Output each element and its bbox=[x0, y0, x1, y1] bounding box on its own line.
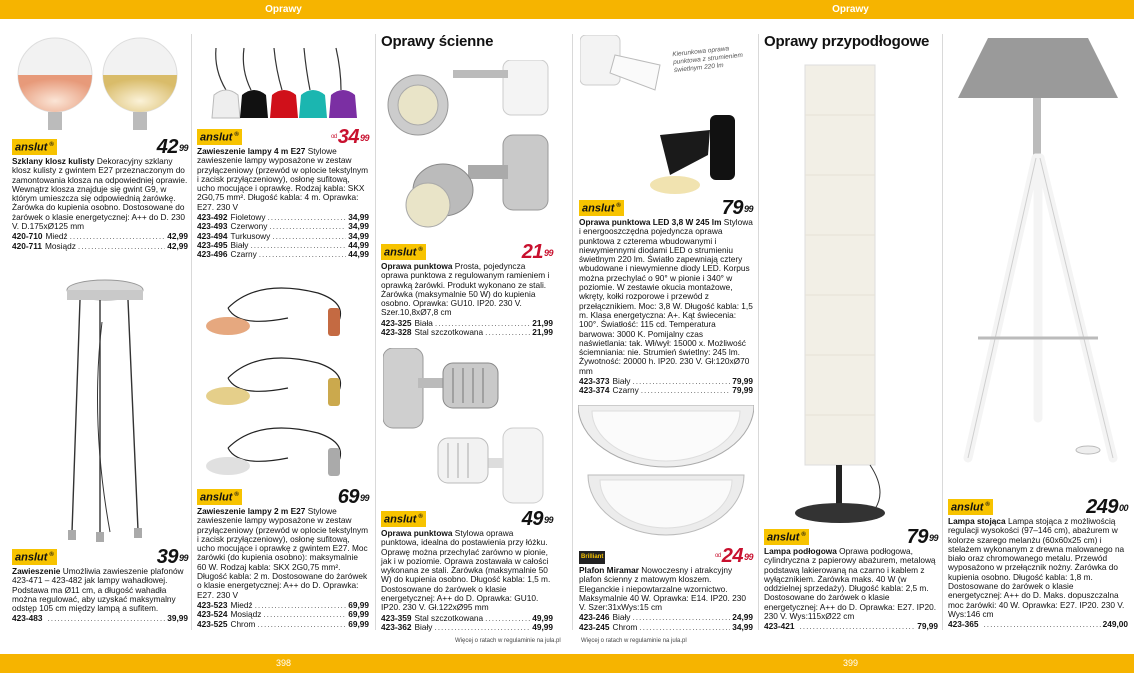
product-card bbox=[12, 138, 188, 251]
product-title: Zawieszenie lampy 4 m E27 bbox=[197, 146, 306, 156]
pendant-metals-image bbox=[198, 278, 368, 478]
price: $79^{99}$ bbox=[721, 197, 753, 219]
column-divider bbox=[572, 34, 573, 630]
brand-logo: anslut ® bbox=[381, 244, 426, 260]
variant-row: 423-373 Biały ..... 79,99 bbox=[579, 377, 753, 386]
brand-logo: anslut ® bbox=[948, 499, 993, 515]
brand-logo: anslut ® bbox=[579, 200, 624, 216]
product-description: Stylowa i energooszczędna pojedyncza oprawa punktowa z czterema wbudowanymi i niewymiennymi diodami LED o strumieniu świetlnym 220 lm. Światło zapewniają cztery wbudowane i niewymienne diody LED. Korpus można przechylać o 90° w pionie i 340° w poziomie. W zestawie okucia montażowe, wkręty, kołki rozporowe i przewód z przełącznikiem. Moc: 3,8 W. Długość kabla: 1,5 m. Klasa energetyczna: A+. Kąt świecenia: 100°. Światłość: 115 cd. Temperatura barwowa: 3000 K. Pomijalny czas naświetlania: tak. Wł/wył: 15000 x. Możliwość ściemniania: nie. Strumień świetlny: 245 lm. Żywotność: 20000 h. IP20. 230 V. Gł:120xØ70 mm bbox=[579, 217, 753, 376]
product-title: Szklany klosz kulisty bbox=[12, 156, 95, 166]
pendant-colors-image bbox=[196, 40, 371, 135]
page-footer-right bbox=[567, 654, 1134, 673]
variant-row: 420-710 Miedź ..... 42,99 bbox=[12, 232, 188, 241]
variant-row: 423-495 Biały ..... 44,99 bbox=[197, 241, 369, 250]
variant-row: 423-325 Biała ..... 21,99 bbox=[381, 319, 553, 328]
product-title: Zawieszenie lampy 2 m E27 bbox=[197, 506, 306, 516]
section-header-wall: Oprawy ścienne bbox=[381, 33, 494, 50]
product-title: Oprawa punktowa bbox=[381, 261, 453, 271]
brand-logo: anslut ® bbox=[12, 139, 57, 155]
price: $^{od}24^{99}$ bbox=[715, 545, 753, 567]
product-card bbox=[197, 128, 369, 260]
section-header-floor: Oprawy przypodłogowe bbox=[764, 33, 930, 50]
variant-row: 423-421 ..... 79,99 bbox=[764, 622, 938, 631]
brand-logo: anslut ® bbox=[764, 529, 809, 545]
brand-logo: anslut ® bbox=[197, 489, 242, 505]
product-card bbox=[764, 528, 938, 632]
installment-footnote: Więcej o ratach w regulaminie na jula.pl bbox=[581, 638, 687, 644]
product-description: Stylowe zawieszenie lampy wyposażone w zestaw przyłączeniowy (przewód w oplocie tekstylnym i zacisk przyłączeniowy), osłonę sufitową, ucho mocujące i oprawkę. Rodzaj kabla: SKX 2G0,75 mm². Długość kabla: 4 m. Oprawka: E27. 230 V bbox=[197, 146, 369, 212]
product-description: Stylowa oprawa punktowa, idealna do postawienia przy łóżku. Oprawę można przechylać zarówno w pionie, jak i w poziomie. Oprawa zostawała w całości wykonana ze stali. Żarówka (maksymalnie 50 W) do kupienia osobno. Długość kabla: 1,5 m. Dostosowane do żarówek o klasie energetycznej: A++ do D. Oprawka: GU10. IP20. 230 V. Gł.122xØ95 mm bbox=[381, 528, 551, 613]
product-description: Umożliwia zawieszenie plafonów 423-471 – 423-482 jak lampy wahadłowej. Podstawa ma Ø11 cm, a długość wahadła można regulować, aby uzyskać maksymalny odstęp 105 cm między lampą a sufitem. bbox=[12, 566, 184, 614]
column-divider bbox=[375, 34, 376, 630]
paper-floor-lamp-image bbox=[780, 55, 900, 527]
product-title: Lampa stojąca bbox=[948, 516, 1006, 526]
page-footer-left bbox=[0, 654, 567, 673]
page-section-bar-right bbox=[567, 0, 1134, 19]
product-description: Lampa stojąca z możliwością regulacji wysokości (97–146 cm), abażurem w kolorze szarego melanżu (60x60x25 cm) i stelażem wykonanym z drewna malowanego na biało oraz chromowanego metalu. Przewód wyposażono w przełącznik nożny. Żarówka do kupienia osobno. Długość kabla: 1,8 m. Dostosowane do żarówek o klasie energetycznej: A++ do D. Maks. dopuszczalna moc żarówki: 40 W. Oprawka: E27. IP20. 230 V. Wys:146 cm bbox=[948, 516, 1125, 619]
product-description: Stylowe zawieszenie lampy wyposażone w zestaw przyłączeniowy (przewód w oplocie tekstylnym i zacisk przyłączeniowy), osłonę sufitową, ucho mocujące i oprawkę z gwintem E27. Moc żarówki (do kupienia osobno): maksymalnie 60 W. Rodzaj kabla: SKX 2G0,75 mm². Długość kabla: 2 m. Dostosowane do żarówek o klasie energetycznej: A++ do D. Oprawka: E27. 230 V bbox=[197, 506, 369, 600]
price: $21^{99}$ bbox=[521, 241, 553, 263]
globe-bulbs-image bbox=[10, 30, 190, 140]
price: $39^{99}$ bbox=[156, 546, 188, 568]
variant-row: 423-483 ..... 39,99 bbox=[12, 614, 188, 623]
variant-row: 423-362 Biały ..... 49,99 bbox=[381, 623, 553, 632]
variant-row: 423-246 Biały ..... 24,99 bbox=[579, 613, 753, 622]
product-title: Zawieszenie bbox=[12, 566, 61, 576]
section-title: Oprawy bbox=[832, 4, 869, 15]
page-section-bar-left bbox=[0, 0, 567, 19]
steel-spots-image bbox=[383, 348, 553, 508]
brand-logo: anslut ® bbox=[12, 549, 57, 565]
miramar-plafon-image bbox=[578, 405, 754, 545]
section-title: Oprawy bbox=[265, 4, 302, 15]
product-description: Oprawa podłogowa, cylindryczna z papierowy abażurem, metalową podstawą lakierowaną na czarno i kablem z wyłącznikiem. Żarówka maks. 40 W (w oddzielnej sprzedaży). Długość kabla: 2,5 m. Dostosowane do żarówek o klasie energetycznej: A++ do D. Oprawka: E27. IP20. 230 V. Wys:115xØ22 cm bbox=[764, 546, 937, 622]
price: $^{od}34^{99}$ bbox=[331, 126, 369, 148]
handwritten-note: Kierunkowa oprawa punktowa z strumieniem świetlnym 220 lm bbox=[671, 45, 744, 75]
page-number: 399 bbox=[842, 658, 859, 668]
variant-row: 423-245 Chrom ..... 34,99 bbox=[579, 623, 753, 632]
brand-logo: Brilliant bbox=[579, 551, 605, 564]
brand-logo: anslut ® bbox=[381, 511, 426, 527]
price: $42^{99}$ bbox=[156, 136, 188, 158]
product-card bbox=[948, 498, 1128, 630]
installment-footnote: Więcej o ratach w regulaminie na jula.pl bbox=[455, 638, 561, 644]
price: $79^{99}$ bbox=[906, 526, 938, 548]
tripod-lamp-image bbox=[948, 38, 1128, 468]
product-description: Prosta, pojedyncza oprawa punktowa z regulowanym ramieniem i oprawką żarówki. Produkt wykonano ze stali. Żarówka (maksymalnie 50 W) do kupienia osobno. Oprawka: GU10. IP20. 230 V. Szer.10,8xØ7,8 cm bbox=[381, 261, 550, 318]
variant-row: 423-374 Czarny ..... 79,99 bbox=[579, 386, 753, 395]
page-number: 398 bbox=[275, 658, 292, 668]
product-card bbox=[381, 243, 553, 337]
product-card bbox=[579, 547, 753, 632]
price: $69^{99}$ bbox=[337, 486, 369, 508]
variant-row: 423-523 Miedź ..... 69,99 bbox=[197, 601, 369, 610]
suspension-image bbox=[50, 272, 160, 544]
variant-row: 423-328 Stal szczotkowana ..... 21,99 bbox=[381, 328, 553, 337]
product-card bbox=[12, 548, 188, 624]
variant-row: 423-359 Stal szczotkowana ..... 49,99 bbox=[381, 614, 553, 623]
price: $49^{99}$ bbox=[521, 508, 553, 530]
variant-row: 423-492 Fioletowy ..... 34,99 bbox=[197, 213, 369, 222]
variant-row: 423-493 Czerwony ..... 34,99 bbox=[197, 222, 369, 231]
product-card bbox=[381, 510, 553, 632]
wall-spotlight-image bbox=[383, 60, 553, 240]
column-divider bbox=[758, 34, 759, 630]
column-divider bbox=[942, 34, 943, 630]
product-card bbox=[197, 488, 369, 629]
price: $249^{00}$ bbox=[1086, 496, 1128, 518]
variant-row: 423-494 Turkusowy ..... 34,99 bbox=[197, 232, 369, 241]
column-divider bbox=[191, 34, 192, 630]
brand-logo: anslut ® bbox=[197, 129, 242, 145]
variant-row: 423-525 Chrom ..... 69,99 bbox=[197, 620, 369, 629]
product-title: Oprawa punktowa LED 3,8 W 245 lm bbox=[579, 217, 722, 227]
variant-row: 420-711 Mosiądz ..... 42,99 bbox=[12, 242, 188, 251]
product-card bbox=[579, 199, 753, 396]
product-title: Oprawa punktowa bbox=[381, 528, 453, 538]
product-description: Nowoczesny i atrakcyjny plafon ścienny z matowym kloszem. Eleganckie i niepowtarzalne wzornictwo. Maksymalnie 40 W. Oprawka: E14. IP20. 230 V. Szer:31xWys:15 cm bbox=[579, 565, 746, 613]
variant-row: 423-496 Czarny ..... 44,99 bbox=[197, 250, 369, 259]
variant-row: 423-365 ..... 249,00 bbox=[948, 620, 1128, 629]
product-title: Lampa podłogowa bbox=[764, 546, 837, 556]
product-title: Plafon Miramar bbox=[579, 565, 639, 575]
variant-row: 423-524 Mosiądz ..... 69,99 bbox=[197, 610, 369, 619]
product-description: Dekoracyjny szklany klosz kulisty z gwintem E27 przeznaczonym do zamontowania klosza na odpowiedniej oprawie. Wewnątrz klosza znajduje się gwint G9, w którym umieszcza się odpowiednią żarówkę. Żarówka do kupienia osobno. Dostosowane do żarówek o klasie energetycznej: A++ do D. 230 V. D.175xØ125 mm bbox=[12, 156, 188, 232]
